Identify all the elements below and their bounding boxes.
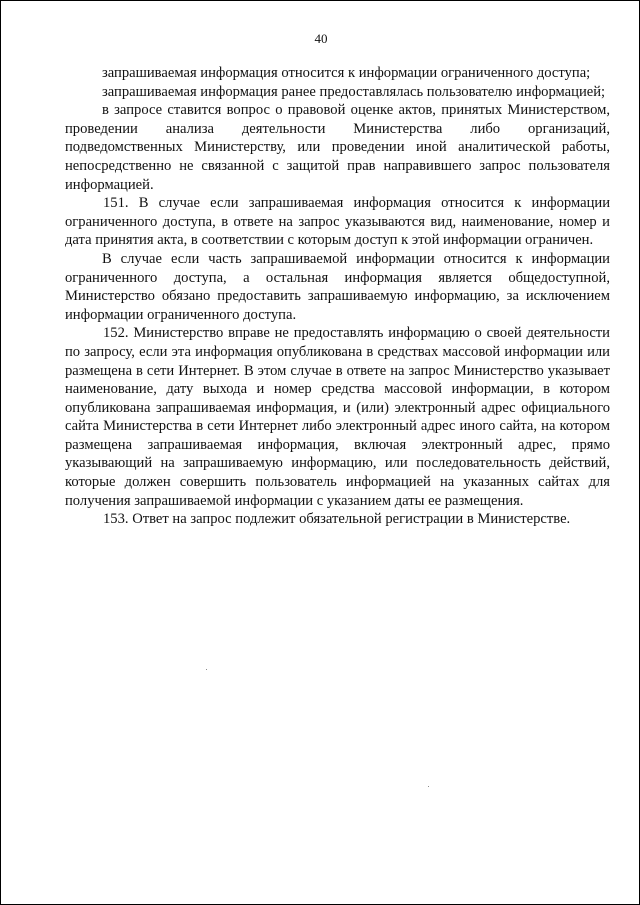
clause-153: 153. Ответ на запрос подлежит обязательной регистрации в Министерстве.: [103, 511, 571, 528]
scan-speck: [428, 786, 429, 787]
paragraph-restricted-info: запрашиваемая информация относится к информации ограниченного доступа;: [102, 65, 591, 81]
clause-152: 152. Министерство вправе не предоставлять информацию о своей деятельности по запросу, если эта информация опубликована в средствах массовой информации или размещена в сети Интернет. В этом случае в ответе на запрос Министерство указывает наименование, дату выхода и номер средства массовой информации, в котором опубликована запрашиваемая информация, и (или) электронный адрес официального сайта Министерства в сети Интернет либо электронный адрес иного сайта, на котором размещена запрашиваемая информация, включая электронный адрес, прямо указывающий на запрашиваемую информацию, или последовательность действий, которые должен совершить пользователь информацией на указанных сайтах для получения запрашиваемой информации с указанием даты ее размещения.: [65, 325, 610, 509]
scan-speck: [206, 669, 207, 670]
paragraph-partial-restricted: В случае если часть запрашиваемой информации относится к информации ограниченного доступа, а остальная информация является общедоступной, Министерство обязано предоставить запрашиваемую информацию, за исключением информации ограниченного доступа.: [65, 250, 610, 323]
clause-151: 151. В случае если запрашиваемая информация относится к информации ограниченного доступа, в ответе на запрос указываются вид, наименование, номер и дата принятия акта, в соответствии с которым доступ к этой информации ограничен.: [65, 195, 610, 249]
paragraph-legal-assessment: в запросе ставится вопрос о правовой оценке актов, принятых Министерством, проведении анализа деятельности Министерства либо организаций, подведомственных Министерству, или проведении иной аналитической работы, непосредственно не связанной с защитой прав направившего запрос пользователя информацией.: [65, 102, 610, 193]
document-body: [65, 64, 610, 529]
paragraph-previously-provided: запрашиваемая информация ранее предоставлялась пользователю информацией;: [102, 83, 606, 100]
page-number: 40: [314, 31, 328, 46]
